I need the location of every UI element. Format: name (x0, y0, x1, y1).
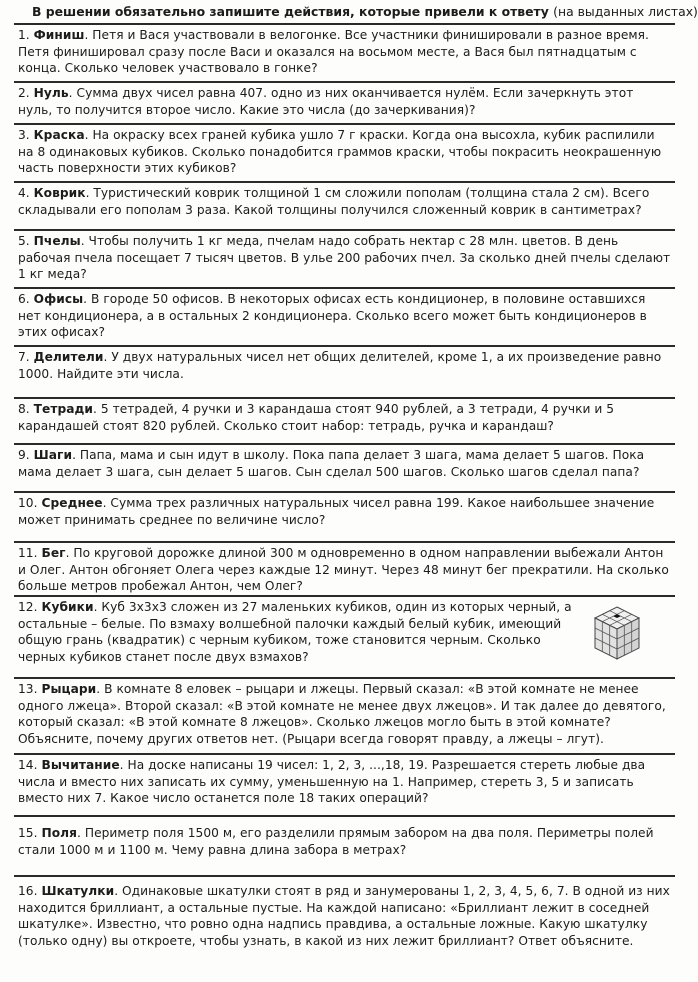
problem-title: Тетради (33, 402, 93, 416)
problem-16 (14, 875, 675, 971)
problem-title: Кубики (41, 600, 94, 614)
problem-text: . Чтобы получить 1 кг меда, пчелам надо собрать нектар с 28 млн. цветов. В день рабочая пчела посещает 7 тысяч цветов. В улье 200 рабочих пчел. За сколько дней пчелы сделают 1 кг меда? (18, 234, 671, 282)
problem-number: 1. (18, 28, 30, 42)
problem-title: Вычитание (41, 758, 120, 772)
problem-number: 9. (18, 448, 30, 462)
problem-15 (14, 815, 675, 875)
problem-text: . По круговой дорожке длиной 300 м одновременно в одном направлении выбежали Антон и Олег. Антон обгоняет Олега через каждые 12 минут. Через 48 минут бег прекратили. На сколько больше метров пробежал Антон, чем Олег? (18, 546, 669, 594)
problem-number: 3. (18, 128, 30, 142)
problem-number: 15. (18, 826, 38, 840)
problem-8 (14, 397, 675, 443)
problem-number: 12. (18, 600, 38, 614)
problem-14 (14, 753, 675, 815)
problem-12 (14, 595, 675, 677)
problem-text: . На окраску всех граней кубика ушло 7 г краски. Когда она высохла, кубик распилили на 8 одинаковых кубиков. Сколько понадобится граммов краски, чтобы покрасить неокрашенную часть поверхности этих кубиков? (18, 128, 662, 176)
problem-text: . Папа, мама и сын идут в школу. Пока папа делает 3 шага, мама делает 5 шагов. Пока мама делает 3 шага, сын делает 5 шагов. Сын сделал 500 шагов. Сколько шагов сделал папа? (18, 448, 645, 479)
problem-3 (14, 123, 675, 181)
problem-title: Краска (33, 128, 85, 142)
problem-10 (14, 491, 675, 541)
problem-5 (14, 229, 675, 287)
problem-title: Шаги (33, 448, 73, 462)
problem-text: . Сумма двух чисел равна 407. одно из них оканчивается нулём. Если зачеркнуть этот нуль, то получится второе число. Какие это числа (до зачеркивания)? (18, 86, 634, 117)
problem-number: 16. (18, 884, 38, 898)
problem-text: . Туристический коврик толщиной 1 см сложили пополам (толщина стала 2 см). Всего складывали его пополам 3 раза. Какой толщины получился сложенный коврик в сантиметрах? (18, 186, 650, 217)
problem-text: . 5 тетрадей, 4 ручки и 3 карандаша стоят 940 рублей, а 3 тетради, 4 ручки и 5 карандашей стоят 820 рублей. Сколько стоит набор: тетрадь, ручка и карандаш? (18, 402, 615, 433)
problem-9 (14, 443, 675, 491)
problem-text: . В комнате 8 еловек – рыцари и лжецы. Первый сказал: «В этой комнате не менее одного лжеца». Второй сказал: «В этой комнате не менее двух лжецов». И так далее до девятого, который сказал: «В этой комнате 8 лжецов». Сколько лжецов могло быть в этой комнате? Объясните, почему других ответов нет. (Рыцари всегда говорят правду, а лжецы – лгут). (18, 682, 666, 746)
problem-title: Финиш (33, 28, 85, 42)
problem-text: . Периметр поля 1500 м, его разделили прямым забором на два поля. Периметры полей стали 1000 м и 1100 м. Чему равна длина забора в метрах? (18, 826, 654, 857)
problem-title: Рыцари (41, 682, 97, 696)
problem-number: 4. (18, 186, 30, 200)
problem-number: 13. (18, 682, 38, 696)
problem-text: . Петя и Вася участвовали в велогонке. Все участники финишировали в разное время. Петя финишировал сразу после Васи и оказался на восьмом месте, а Вася был пятнадцатым с конца. Сколько человек участвовало в гонке? (18, 28, 649, 76)
problem-number: 11. (18, 546, 38, 560)
instructions-main: В решении обязательно запишите действия, которые привели к ответу (32, 4, 549, 19)
problem-2 (14, 81, 675, 123)
problem-4 (14, 181, 675, 229)
problem-6 (14, 287, 675, 345)
problem-title: Коврик (33, 186, 86, 200)
problem-number: 8. (18, 402, 30, 416)
problem-number: 6. (18, 292, 30, 306)
problem-title: Делители (33, 350, 104, 364)
problem-title: Бег (41, 546, 66, 560)
problem-number: 5. (18, 234, 30, 248)
problem-13 (14, 677, 675, 753)
problem-text: . На доске написаны 19 чисел: 1, 2, 3, ...,18, 19. Разрешается стереть любые два числа и вместо них записать их сумму, уменьшенную на 1. Например, стереть 3, 5 и записать вместо них 7. Какое число останется поле 18 таких операций? (18, 758, 646, 806)
problem-text: . Одинаковые шкатулки стоят в ряд и занумерованы 1, 2, 3, 4, 5, 6, 7. В одной из них находится бриллиант, а остальные пустые. На каждой написано: «Бриллиант лежит в соседней шкатулке». Известно, что ровно одна надпись правдива, а остальные ложные. Какую шкатулку (только одну) вы откроете, чтобы узнать, в какой из них лежит бриллиант? Ответ объясните. (18, 884, 670, 948)
problem-title: Шкатулки (41, 884, 115, 898)
problem-title: Среднее (41, 496, 103, 510)
problem-11 (14, 541, 675, 595)
problem-text: . Куб 3х3х3 сложен из 27 маленьких кубиков, один из которых черный, а остальные – белые. По взмаху волшебной палочки каждый белый кубик, имеющий общую грань (квадратик) с черным кубиком, тоже становится черным. Сколько черных кубиков станет после двух взмахов? (18, 600, 572, 664)
problem-title: Офисы (33, 292, 84, 306)
problem-title: Пчелы (33, 234, 81, 248)
rubik-cube-icon (593, 605, 641, 666)
problem-text: . У двух натуральных чисел нет общих делителей, кроме 1, а их произведение равно 1000. Найдите эти числа. (18, 350, 662, 381)
instructions-header (14, 0, 698, 23)
problem-number: 2. (18, 86, 30, 100)
problem-title: Поля (41, 826, 78, 840)
problem-text: . В городе 50 офисов. В некоторых офисах есть кондиционер, в половине оставшихся нет кондиционера, а в остальных 2 кондиционера. Сколько всего может быть кондиционеров в этих офисах? (18, 292, 647, 340)
problem-7 (14, 345, 675, 397)
problem-text: . Сумма трех различных натуральных чисел равна 199. Какое наибольшее значение может принимать среднее по величине число? (18, 496, 655, 527)
problem-number: 7. (18, 350, 30, 364)
problem-number: 14. (18, 758, 38, 772)
problem-1 (14, 23, 675, 81)
problem-title: Нуль (33, 86, 69, 100)
problem-number: 10. (18, 496, 38, 510)
instructions-note: (на выданных листах) (553, 4, 698, 19)
